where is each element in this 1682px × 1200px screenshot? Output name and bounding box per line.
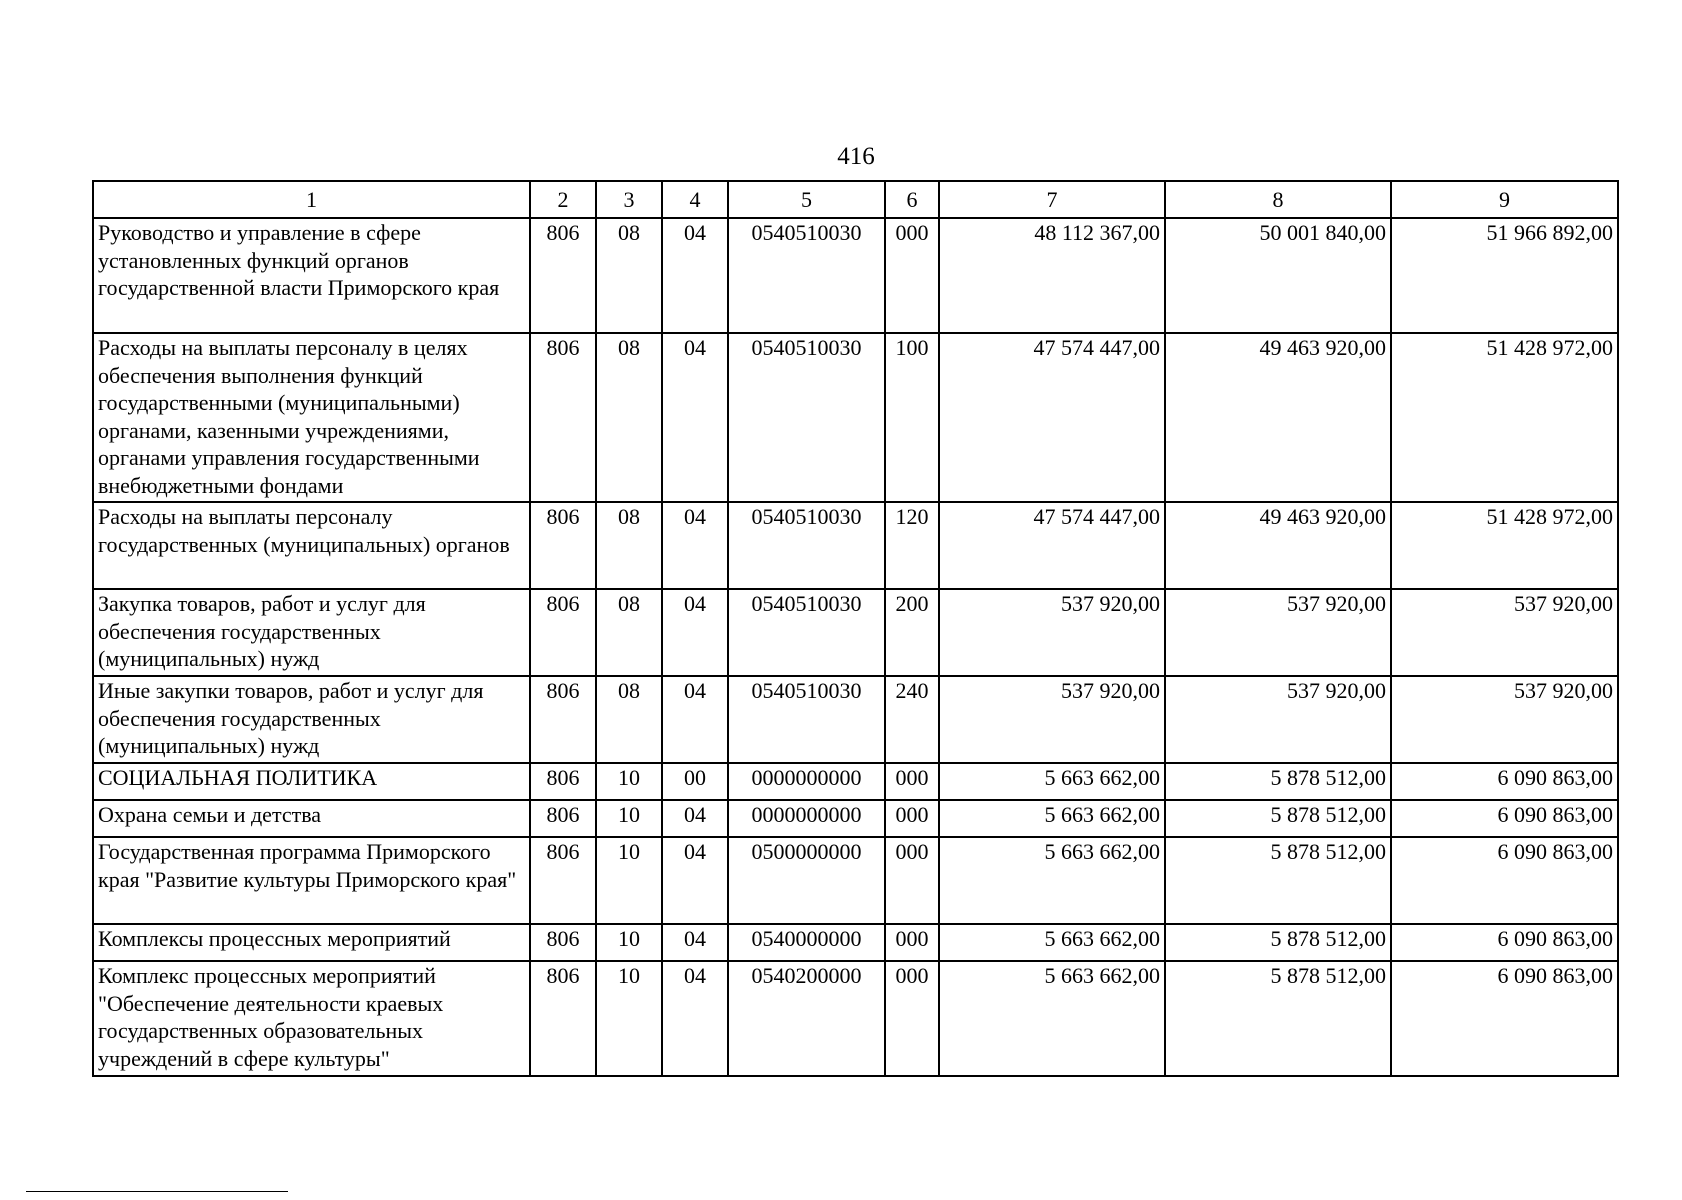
row-code-3: 08 [596,589,662,676]
table-row [93,589,1618,676]
header-cell-3: 3 [596,181,662,218]
row-amount-9: 6 090 863,00 [1391,837,1618,924]
row-amount-9: 51 428 972,00 [1391,502,1618,589]
row-code-4: 04 [662,589,728,676]
row-name: Руководство и управление в сфере установленных функций органов государственной власти Приморского края [93,218,530,333]
row-code-4: 04 [662,676,728,763]
header-cell-5: 5 [728,181,885,218]
table-row [93,218,1618,333]
row-code-6: 000 [885,837,939,924]
row-code-3: 10 [596,763,662,800]
row-code-6: 240 [885,676,939,763]
row-name: Иные закупки товаров, работ и услуг для обеспечения государственных (муниципальных) нужд [93,676,530,763]
row-code-2: 806 [530,589,596,676]
page-number: 416 [837,143,875,170]
row-code-3: 08 [596,676,662,763]
row-amount-8: 5 878 512,00 [1165,837,1391,924]
row-code-4: 04 [662,961,728,1076]
row-amount-7: 5 663 662,00 [939,961,1165,1076]
row-amount-7: 5 663 662,00 [939,800,1165,837]
row-amount-8: 5 878 512,00 [1165,800,1391,837]
row-code-5: 0540510030 [728,676,885,763]
row-code-3: 10 [596,800,662,837]
row-amount-9: 6 090 863,00 [1391,961,1618,1076]
row-code-5: 0540510030 [728,218,885,333]
row-code-2: 806 [530,800,596,837]
row-code-2: 806 [530,961,596,1076]
row-code-6: 000 [885,961,939,1076]
row-code-4: 04 [662,218,728,333]
row-name: Расходы на выплаты персоналу государственных (муниципальных) органов [93,502,530,589]
row-code-2: 806 [530,333,596,502]
row-code-4: 04 [662,924,728,961]
row-code-2: 806 [530,218,596,333]
table-row [93,800,1618,837]
row-code-4: 04 [662,837,728,924]
table-row [93,961,1618,1076]
footnote-separator [26,1191,288,1192]
row-amount-7: 47 574 447,00 [939,333,1165,502]
row-code-3: 10 [596,961,662,1076]
row-code-6: 000 [885,800,939,837]
row-code-6: 000 [885,218,939,333]
row-amount-8: 537 920,00 [1165,589,1391,676]
row-name: Расходы на выплаты персоналу в целях обеспечения выполнения функций государственными (муниципальными) органами, казенными учреждениями, органами управления государственными внебюджетными фондами [93,333,530,502]
header-cell-6: 6 [885,181,939,218]
table-row [93,763,1618,800]
row-name: СОЦИАЛЬНАЯ ПОЛИТИКА [93,763,530,800]
row-amount-8: 5 878 512,00 [1165,924,1391,961]
budget-table [92,180,1619,1077]
header-cell-9: 9 [1391,181,1618,218]
table-row [93,924,1618,961]
row-code-5: 0540510030 [728,502,885,589]
row-code-4: 04 [662,502,728,589]
row-code-3: 08 [596,218,662,333]
row-code-6: 200 [885,589,939,676]
row-amount-8: 49 463 920,00 [1165,333,1391,502]
row-amount-7: 47 574 447,00 [939,502,1165,589]
row-code-3: 10 [596,837,662,924]
row-code-3: 08 [596,333,662,502]
table-row [93,333,1618,502]
row-code-3: 10 [596,924,662,961]
row-code-5: 0540200000 [728,961,885,1076]
header-row [93,181,1618,218]
row-amount-9: 6 090 863,00 [1391,924,1618,961]
header-cell-8: 8 [1165,181,1391,218]
row-code-6: 120 [885,502,939,589]
table-row [93,837,1618,924]
table-row [93,502,1618,589]
row-amount-9: 537 920,00 [1391,676,1618,763]
row-code-5: 0000000000 [728,763,885,800]
row-amount-7: 5 663 662,00 [939,763,1165,800]
row-amount-9: 6 090 863,00 [1391,763,1618,800]
row-code-5: 0540510030 [728,589,885,676]
header-cell-1: 1 [93,181,530,218]
row-code-5: 0000000000 [728,800,885,837]
row-code-2: 806 [530,924,596,961]
row-code-4: 00 [662,763,728,800]
header-cell-7: 7 [939,181,1165,218]
row-amount-8: 49 463 920,00 [1165,502,1391,589]
row-code-2: 806 [530,502,596,589]
row-amount-8: 5 878 512,00 [1165,763,1391,800]
row-code-2: 806 [530,676,596,763]
row-code-5: 0540510030 [728,333,885,502]
row-code-4: 04 [662,333,728,502]
row-name: Охрана семьи и детства [93,800,530,837]
row-amount-9: 6 090 863,00 [1391,800,1618,837]
row-code-3: 08 [596,502,662,589]
row-name: Закупка товаров, работ и услуг для обеспечения государственных (муниципальных) нужд [93,589,530,676]
header-cell-2: 2 [530,181,596,218]
row-code-5: 0540000000 [728,924,885,961]
row-code-4: 04 [662,800,728,837]
row-amount-7: 5 663 662,00 [939,837,1165,924]
row-name: Комплекс процессных мероприятий "Обеспечение деятельности краевых государственных образовательных учреждений в сфере культуры" [93,961,530,1076]
row-amount-7: 48 112 367,00 [939,218,1165,333]
row-amount-9: 51 428 972,00 [1391,333,1618,502]
row-amount-7: 5 663 662,00 [939,924,1165,961]
row-amount-8: 537 920,00 [1165,676,1391,763]
row-amount-8: 50 001 840,00 [1165,218,1391,333]
row-amount-8: 5 878 512,00 [1165,961,1391,1076]
row-code-6: 000 [885,763,939,800]
table-row [93,676,1618,763]
row-name: Государственная программа Приморского края "Развитие культуры Приморского края" [93,837,530,924]
row-code-6: 000 [885,924,939,961]
row-code-2: 806 [530,837,596,924]
header-cell-4: 4 [662,181,728,218]
row-amount-9: 537 920,00 [1391,589,1618,676]
row-code-5: 0500000000 [728,837,885,924]
row-amount-7: 537 920,00 [939,676,1165,763]
row-code-6: 100 [885,333,939,502]
row-amount-7: 537 920,00 [939,589,1165,676]
row-name: Комплексы процессных мероприятий [93,924,530,961]
row-code-2: 806 [530,763,596,800]
row-amount-9: 51 966 892,00 [1391,218,1618,333]
